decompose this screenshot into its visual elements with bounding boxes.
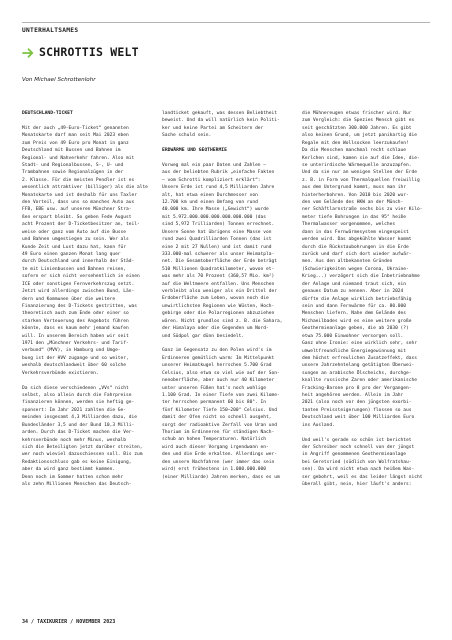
heading-erdwaerme: ERDWÄRME UND GEOTHERMIE (162, 148, 227, 154)
top-rule (22, 22, 430, 23)
column-1 (22, 110, 150, 488)
paragraph: Mit der auch „49-Euro-Ticket“ genannten Monatskarte darf man seit Mai 2023 eben zum Preis von 49 Euro pro Monat in ganz Deutschland mit Bussen und Bahnen im Regional- und Nahverkehr fahren. Also mit Stadt- und Regionalbussen, S-, U- und Trambahnen sowie Regionalzügen in der 2. Klasse. Für die meisten Pendler ist es wesentlich attraktiver (billiger) als die alte Monatskarte und ist deshalb für uns Taxler den Vorteil, dass uns so manches Auto aus FFB, EBE usw. auf unseren Münchner Stra- ßen erspart bleibt. So geben Fede August acht Prozent der D-Ticketbesitzer an, teil- weise oder ganz vom Auto auf die Busse und Bahnen umgestiegen zu sein. Wer als Kunde Zeit und Lust dazu hat, kann für 49 Euro einen ganzen Monat lang quer durch Deutschland und innerhalb der Städ- te mit Linienbussen und Bahnen reisen, sofern er sich nicht versehentlich in einen ICE oder sonstigen Fernverkehrszug setzt. Jetzt wird allerdings zwischen Bund, Län- dern und Kommunen über die weitere Finanzierung des D-Tickets gestritten, was theoretisch auch zum Ende oder einer so starken Verteuerung des Angebots führen könnte, dass es kaum mehr jemand kaufen will. In unserem Bereich haben wir seit 1971 den „Münchner Verkehrs- und Tarif- verbund“ (MVV), in Hamburg und Umge- bung ist der HVV zugange und so weiter, weshalb deutschlandweit über 60 solche Verkehrsverbünde existieren. (22, 125, 148, 376)
right-arrow-icon (22, 47, 34, 59)
paragraph: Vorweg mal ein paar Daten und Zahlen – aus der beliebten Rubrik „einfache Fakten – vom Schrotti kompliziert erklärt“: Unsere Erde ist rund 4,5 Milliarden Jahre alt, hat etwa einen Durchmesser von 12.700 km und einen Umfang von rund 40.000 km. Ihre Masse („Gewicht“) wurde mit 5.972.000.000.000.000.000.000 (das sind 5,972 Trilliarden) Tonnen errechnet. Unsere Sonne hat übrigens eine Masse von rund zwei Quadrilliarden Tonnen (das ist eine 2 mit 27 Nullen) und ist damit rund 333.000-mal schwerer als unser Heimatpla- net. Die Gesamtoberfläche der Erde beträgt 510 Millionen Quadratkilometer, wovon et- was mehr als 70 Prozent (360,57 Mio. km²) auf die Weltmeere entfallen. Uns Menschen verbleibt also weniger als ein Drittel der Erdoberfläche zum Leben, wovon noch die unwirtlichsten Regionen wie Wüsten, Hoch- gebirge oder die Polarregionen abzuziehen wären. Nicht grundlos sind z. B. die Sahara, der Himalaya oder die Gegenden um Nord- und Südpol gar dünn besiedelt. (162, 162, 283, 339)
section-label: UNTERHALTSAMES (22, 27, 79, 34)
byline: Von Michael Schrottenlohr (22, 77, 96, 83)
heading-deutschland-ticket: DEUTSCHLAND-TICKET (22, 111, 73, 116)
paragraph: Und weil's gerade so schön ist berichtet der Schreiber noch schnell von der jüngst in Angriff genommenen Geothermieanlage bei Geretsried (südlich von Wolfratshau- sen). Da wird nicht etwa nach heißem Was- ser gebohrt, weil es das leider längst nicht überall gibt, nein, hier läuft's anders: (302, 437, 423, 488)
article-title: SCHROTTIS WELT (39, 45, 139, 59)
paragraph: Da sich diese verschiedenen „VVs“ nicht selbst, also allein durch die Fahrpreise finanzieren können, werden sie heftig ge- sponsert: Im Jahr 2021 zahlten die Ge- meinden insgesamt 4,3 Milliarden dazu, die Bundesländer 3,5 und der Bund 10,3 Milli- arden. Durch das D-Ticket machen die Ver- kehrsverbünde noch mehr Minus, weshalb sich die Beteiligten jetzt darüber streiten, wer noch wieviel dazuschiessen soll. Bis zum Redaktionsschluss gab es keine Einigung, aber da wird ganz bestimmt kommen. Denn noch im Sommer hatten schon mehr als zehn Millionen Menschen das Deutsch- (22, 385, 143, 488)
paragraph: die Mühnereugen etwas frischer wird. Nur zum Vergleich: die Spezies Mensch gibt es seit geschätzten 300.000 Jahren. Es gibt also keinen Grund, um jetzt panikartig die Regale mit den Wollsocken leerzukaufen! Da die Menschen manchmal recht schlaue Kerlchen sind, kamen sie auf die Idee, die- se unterirdische Wärmequelle anzuzapfen. Und da sie nur an wenigen Stellen der Erde z. B. in Form von Thermalquellen freiwillig aus dem Untergrund kommt, muss man ihr hinterherbohren. Von 2018 bis 2020 wur- den vom Gelände des HKW an der Münch- ner Schäftlarnstraße sechs bis zu vier Kilo- meter tiefe Bohrungen in das 95° heiße Thermalwasser vorgenommen, welches dann in das Fernwärmesystem eingespeist werden wird. Das abgekühlte Wasser kommt durch die Rückstaubohrungen in die Erde zurück und darf sich dort wieder aufwär- men. Aus den altbekannten Gründen (Schwierigkeiten wegen Corona, Ukraine- Krieg...) verzögert sich die Inbetriebnahme der Anlage und niemand traut sich, ein genaues Datum zu nennen. Aber in 2024 dürfte die Anlage wirklich betriebsfähig sein und dann Fernwärme für ca. 80.000 Menschen liefern. Nahe dem Gelände des Michaeilbades wird es eine weitere große Geothermieanlage geben, die ab 2030 (?) etwa 75.000 Einwohner versorgen soll. Ganz ohne Ironie: eine wirklich sehr, sehr umweltfreundliche Energiegewinnung mit dem höchst erfreulichen Zusatzeffekt, dass unsere Jahrzehntelang getätigten Überwei- sungen an arabische Ölscheichs, durchge- knallte russische Zaren oder amerikanische Fracking-Barone pro 8 pro der Vergangen- heit angehören werden. Allein im Jahr 2021 (also noch vor den jüngsten exorbi- tanten Preissteigerungen) flossen so aus Deutschland weit über 100 Milliarden Euro ins Ausland. (302, 111, 423, 428)
column-2 (162, 110, 290, 481)
paragraph: landticket gekauft, was dessen Beliebtheit beweist. Und da will natürlich kein Politi- ker und keine Partei am Scheitern der Sache schuld sein. (162, 111, 280, 139)
column-3 (302, 110, 430, 488)
page-footer: 34 / TAXIKURIER / NOVEMBER 2023 (22, 619, 116, 625)
paragraph: Ganz im Gegensatz zu den Polen wird's im Erdinneren gemütlich warm: Im Mittelpunkt unserer Heimatkugel herrschen 5.700 Grad Celsius, also etwa so viel wie auf der Son- nenoberfläche, aber auch nur 40 Kilometer unter unseren Füßen hat's noch wohlige 1.100 Grad. In einer Tiefe von zwei Kilome- ter herrschen permanent 60 bis 80°. In fünf Kilometer Tiefe 150–200° Celsius. Und damit der Ofen nicht so schnell ausgeht, sorgt der radioaktive Zerfall von Uran und Thorium im Erdinneren für ständigen Nach- schub an hohen Temperaturen. Natürlich wird auch dieser Vorgang irgendwann en- den und die Erde erkalten. Allerdings wer- den unsere Nachfahren (wer immer das sein wird) erst frühestens in 1.000.000.000 (einer Milliarde) Jahren merken, dass es um (162, 348, 280, 480)
